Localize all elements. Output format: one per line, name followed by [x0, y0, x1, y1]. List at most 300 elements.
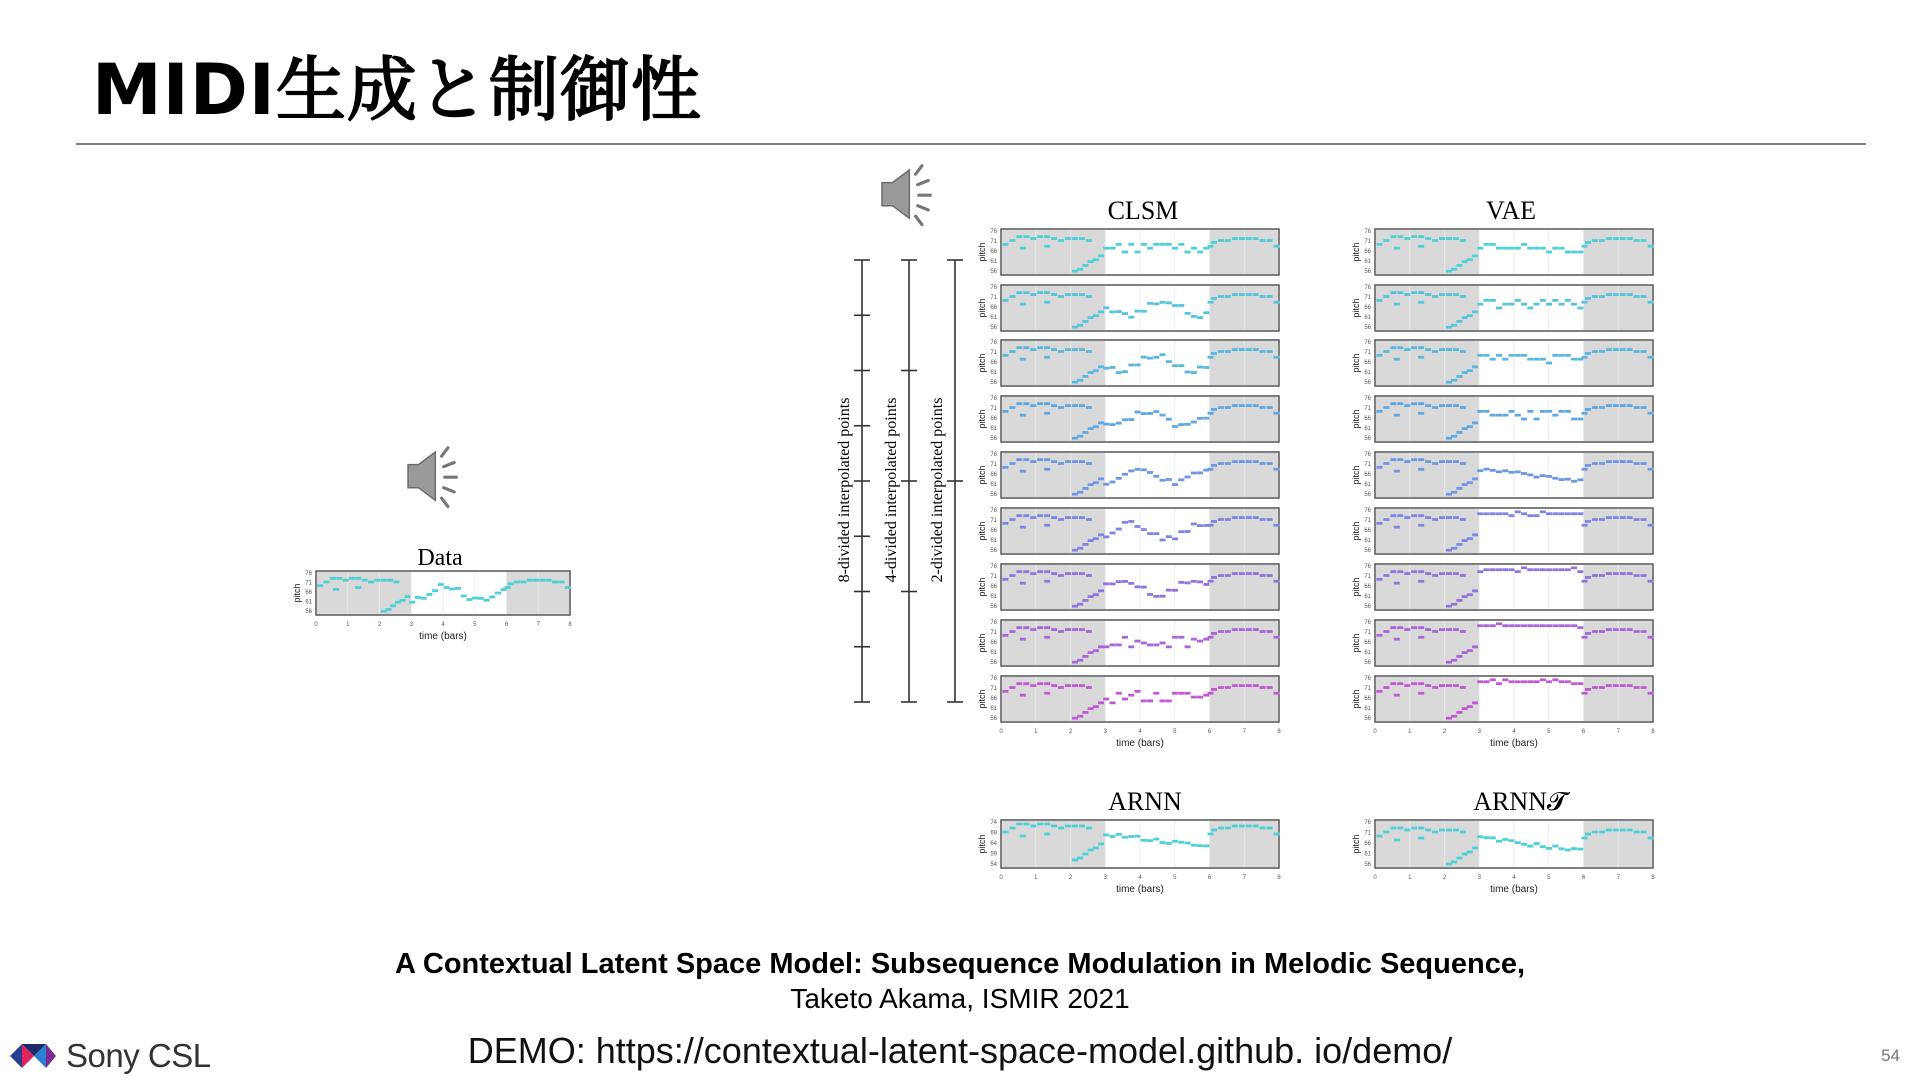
y-tick-label: 56 — [305, 609, 312, 615]
x-axis-label: time (bars) — [1116, 738, 1164, 749]
note — [1418, 514, 1424, 517]
note — [1246, 516, 1252, 519]
note — [1552, 845, 1558, 848]
y-axis-label: pitch — [1351, 834, 1361, 854]
note — [1425, 293, 1431, 296]
note — [1044, 291, 1050, 294]
note — [1267, 406, 1273, 409]
note — [1534, 418, 1540, 421]
note — [1467, 425, 1473, 428]
logo-text: Sony CSL — [66, 1037, 211, 1074]
note — [1521, 680, 1527, 683]
note — [1585, 408, 1591, 411]
note — [1088, 849, 1094, 852]
note — [1404, 516, 1410, 519]
note — [1451, 715, 1457, 718]
note — [1477, 680, 1483, 683]
page-number: 54 — [1881, 1046, 1900, 1065]
pianoroll-panel — [1351, 452, 1654, 498]
note — [1432, 686, 1438, 689]
note — [1559, 624, 1565, 627]
note — [390, 604, 396, 607]
note — [1565, 849, 1571, 852]
note — [1191, 638, 1197, 641]
note — [1128, 520, 1134, 523]
note — [1592, 831, 1598, 834]
note — [1211, 241, 1217, 244]
note — [1527, 474, 1533, 477]
note — [1582, 412, 1588, 415]
note — [1515, 354, 1521, 357]
note — [1122, 312, 1128, 315]
note — [1453, 829, 1459, 832]
note — [1467, 649, 1473, 652]
note — [1552, 624, 1558, 627]
pianoroll-panel — [1351, 285, 1654, 331]
note — [1521, 512, 1527, 515]
note — [1439, 237, 1445, 240]
note — [1627, 348, 1633, 351]
y-tick-label: 61 — [990, 482, 997, 488]
note — [1079, 348, 1085, 351]
note — [1477, 303, 1483, 306]
note — [1397, 626, 1403, 629]
note — [1446, 605, 1452, 608]
note — [1016, 458, 1022, 461]
note — [1394, 638, 1400, 641]
x-tick-label: 1 — [1408, 729, 1412, 735]
note — [1185, 312, 1191, 315]
note — [1116, 528, 1122, 531]
note — [1191, 523, 1197, 526]
note — [1467, 314, 1473, 317]
note — [1397, 235, 1403, 238]
note — [1527, 624, 1533, 627]
note — [1093, 593, 1099, 596]
note — [1065, 628, 1071, 631]
note — [1515, 841, 1521, 844]
note — [438, 583, 444, 586]
note — [1453, 516, 1459, 519]
x-tick-label: 7 — [1616, 729, 1620, 735]
note — [1128, 243, 1134, 246]
y-tick-label: 76 — [990, 396, 997, 402]
note — [1135, 640, 1141, 643]
note — [1135, 310, 1141, 313]
note — [1559, 410, 1565, 413]
note — [1546, 512, 1552, 515]
pianoroll-panel — [977, 452, 1280, 498]
note — [1527, 568, 1533, 571]
note — [1620, 404, 1626, 407]
note — [1122, 698, 1128, 701]
y-tick-label: 76 — [1364, 620, 1371, 626]
note — [1239, 628, 1245, 631]
note — [1582, 468, 1588, 471]
note — [1390, 626, 1396, 629]
y-tick-label: 76 — [1364, 396, 1371, 402]
note — [1446, 684, 1452, 687]
note — [1093, 481, 1099, 484]
note — [1051, 237, 1057, 240]
note — [1253, 293, 1259, 296]
note — [1116, 477, 1122, 480]
note — [1044, 636, 1050, 639]
note — [1397, 458, 1403, 461]
y-tick-label: 76 — [990, 229, 997, 235]
note — [1552, 512, 1558, 515]
note — [1160, 243, 1166, 246]
note — [1088, 371, 1094, 374]
pianoroll-panel — [977, 620, 1280, 666]
x-tick-label: 3 — [1477, 729, 1481, 735]
y-tick-label: 76 — [990, 620, 997, 626]
note — [1160, 301, 1166, 304]
note — [1044, 402, 1050, 405]
note — [1477, 410, 1483, 413]
note — [1446, 549, 1452, 552]
note — [1191, 472, 1197, 475]
note — [1565, 680, 1571, 683]
note — [1509, 680, 1515, 683]
y-tick-label: 66 — [990, 528, 997, 534]
note — [1030, 516, 1036, 519]
note — [1128, 645, 1134, 648]
note — [1515, 247, 1521, 250]
note — [1103, 833, 1109, 836]
note — [1571, 682, 1577, 685]
note — [1527, 247, 1533, 250]
note — [1404, 829, 1410, 832]
note — [1627, 404, 1633, 407]
note — [1418, 837, 1424, 840]
note — [1582, 301, 1588, 304]
note — [1432, 574, 1438, 577]
note — [1044, 682, 1050, 685]
note — [1394, 839, 1400, 842]
note — [1110, 423, 1116, 426]
note — [1077, 491, 1083, 494]
note — [1065, 516, 1071, 519]
note — [1178, 636, 1184, 639]
note — [1082, 853, 1088, 856]
note — [1599, 630, 1605, 633]
pianoroll-panel — [1351, 676, 1655, 749]
note — [1496, 470, 1502, 473]
y-tick-label: 76 — [1364, 452, 1371, 458]
pianoroll-panel — [977, 508, 1280, 554]
note — [1397, 402, 1403, 405]
note — [1376, 634, 1382, 637]
note — [1211, 297, 1217, 300]
y-tick-label: 61 — [990, 538, 997, 544]
note — [1509, 303, 1515, 306]
pianoroll-panel — [1351, 229, 1654, 275]
note — [1502, 358, 1508, 361]
note — [1009, 462, 1015, 465]
note — [1484, 836, 1490, 839]
note — [1191, 696, 1197, 699]
note — [1098, 421, 1104, 424]
note — [1599, 686, 1605, 689]
y-tick-label: 61 — [305, 599, 312, 606]
note — [1534, 842, 1540, 845]
note — [1496, 512, 1502, 515]
y-tick-label: 56 — [1364, 325, 1371, 331]
note — [1577, 478, 1583, 481]
note — [1540, 568, 1546, 571]
note — [1527, 514, 1533, 517]
note — [1274, 412, 1280, 415]
note — [400, 599, 406, 602]
y-tick-label: 56 — [990, 492, 997, 498]
note — [1178, 530, 1184, 533]
note — [1065, 460, 1071, 463]
note — [1582, 524, 1588, 527]
note — [1072, 270, 1078, 273]
note — [1432, 350, 1438, 353]
note — [1446, 437, 1452, 440]
note — [1103, 645, 1109, 648]
note — [1044, 833, 1050, 836]
y-tick-label: 56 — [990, 325, 997, 331]
note — [1462, 371, 1468, 374]
note — [1128, 470, 1134, 473]
note — [1072, 237, 1078, 240]
note — [1082, 320, 1088, 323]
note — [1641, 462, 1647, 465]
note — [1185, 842, 1191, 845]
y-tick-label: 61 — [990, 650, 997, 656]
note — [1446, 829, 1452, 832]
note — [1648, 692, 1654, 695]
note — [1185, 645, 1191, 648]
note — [1599, 518, 1605, 521]
note — [1613, 293, 1619, 296]
note — [1546, 410, 1552, 413]
note — [1411, 291, 1417, 294]
note — [1599, 239, 1605, 242]
note — [1030, 404, 1036, 407]
note — [1439, 404, 1445, 407]
note — [1592, 295, 1598, 298]
note — [1467, 258, 1473, 261]
note — [1160, 479, 1166, 482]
note — [1540, 299, 1546, 302]
note — [1484, 468, 1490, 471]
note — [1490, 568, 1496, 571]
note — [1559, 847, 1565, 850]
x-tick-label: 6 — [1581, 875, 1586, 881]
note — [1496, 568, 1502, 571]
y-tick-label: 56 — [990, 604, 997, 610]
note — [1098, 310, 1104, 313]
note — [1585, 576, 1591, 579]
note — [1253, 237, 1259, 240]
paper-authors: Taketo Akama, ISMIR 2021 — [790, 983, 1130, 1014]
y-tick-label: 76 — [1364, 229, 1371, 235]
note — [1009, 686, 1015, 689]
note — [1467, 593, 1473, 596]
note — [1128, 582, 1134, 585]
note — [1072, 661, 1078, 664]
note — [558, 581, 564, 584]
note — [1093, 847, 1099, 850]
note — [1020, 526, 1026, 529]
note — [1521, 354, 1527, 357]
note — [1634, 350, 1640, 353]
note — [1390, 570, 1396, 573]
note — [1460, 831, 1466, 834]
y-tick-label: 66 — [1364, 360, 1371, 366]
note — [1253, 404, 1259, 407]
note — [1023, 346, 1029, 349]
note — [1496, 622, 1502, 625]
note — [1648, 301, 1654, 304]
note — [1051, 684, 1057, 687]
note — [1030, 460, 1036, 463]
note — [1166, 842, 1172, 845]
note — [1390, 514, 1396, 517]
y-tick-label: 66 — [1364, 416, 1371, 422]
note — [1225, 686, 1231, 689]
note — [1077, 379, 1083, 382]
sony-csl-logo-icon — [10, 1039, 56, 1073]
y-axis-label: pitch — [1351, 577, 1361, 597]
note — [1546, 568, 1552, 571]
note — [1634, 574, 1640, 577]
note — [1002, 831, 1008, 834]
note — [1376, 466, 1382, 469]
y-tick-label: 56 — [1364, 548, 1371, 554]
note — [1472, 701, 1478, 704]
note — [432, 589, 438, 592]
note — [1397, 514, 1403, 517]
y-tick-label: 64 — [990, 841, 997, 847]
note — [1088, 707, 1094, 710]
note — [1509, 471, 1515, 474]
note — [1585, 352, 1591, 355]
y-tick-label: 66 — [1364, 584, 1371, 590]
note — [1093, 425, 1099, 428]
x-tick-label: 2 — [1068, 875, 1073, 881]
note — [1232, 460, 1238, 463]
note — [1079, 237, 1085, 240]
note — [1502, 838, 1508, 841]
x-tick-label: 7 — [536, 622, 540, 628]
note — [1521, 566, 1527, 569]
pianoroll-panel — [1351, 508, 1654, 554]
y-tick-label: 56 — [1364, 716, 1371, 722]
note — [1191, 371, 1197, 374]
note — [1160, 414, 1166, 417]
note — [1037, 514, 1043, 517]
note — [1020, 582, 1026, 585]
note — [1477, 570, 1483, 573]
speaker-wave — [916, 216, 922, 224]
y-tick-label: 71 — [990, 239, 997, 245]
note — [1203, 366, 1209, 369]
note — [1023, 570, 1029, 573]
note — [533, 579, 539, 582]
note — [1218, 350, 1224, 353]
note — [1072, 348, 1078, 351]
note — [1178, 304, 1184, 307]
note — [1634, 406, 1640, 409]
note — [1166, 360, 1172, 363]
speaker-wave — [918, 206, 929, 210]
note — [1160, 642, 1166, 645]
note — [1509, 354, 1515, 357]
y-tick-label: 59 — [990, 851, 997, 858]
note — [1418, 636, 1424, 639]
note — [1267, 827, 1273, 830]
x-axis-label: time (bars) — [1490, 738, 1538, 749]
note — [1502, 624, 1508, 627]
note — [1218, 518, 1224, 521]
note — [1274, 692, 1280, 695]
note — [1496, 840, 1502, 843]
note — [1086, 827, 1092, 830]
note — [1086, 295, 1092, 298]
arnnt-title: ARNN𝓣 — [1473, 787, 1567, 816]
speaker-icon[interactable] — [408, 448, 456, 507]
note — [1425, 572, 1431, 575]
note — [349, 577, 355, 580]
note — [1044, 823, 1050, 826]
x-tick-label: 7 — [1242, 875, 1246, 881]
y-tick-label: 71 — [990, 574, 997, 580]
note — [1082, 543, 1088, 546]
note — [1432, 630, 1438, 633]
speaker-icon[interactable] — [882, 166, 930, 225]
note — [1058, 462, 1064, 465]
note — [1246, 404, 1252, 407]
note — [1577, 307, 1583, 310]
note — [1585, 632, 1591, 635]
y-tick-label: 76 — [990, 564, 997, 570]
note — [1383, 518, 1389, 521]
note — [1197, 316, 1203, 319]
note — [1606, 293, 1612, 296]
y-tick-label: 61 — [1364, 594, 1371, 600]
y-axis-label: pitch — [977, 577, 987, 597]
note — [1082, 599, 1088, 602]
y-tick-label: 71 — [990, 630, 997, 636]
note — [1086, 462, 1092, 465]
note — [1490, 414, 1496, 417]
y-tick-label: 71 — [1364, 686, 1371, 692]
note — [1253, 460, 1259, 463]
data-title: Data — [417, 545, 463, 571]
x-tick-label: 4 — [441, 622, 445, 628]
note — [1116, 243, 1122, 246]
note — [1565, 568, 1571, 571]
note — [1383, 295, 1389, 298]
note — [1172, 537, 1178, 540]
note — [1211, 688, 1217, 691]
y-axis-label: pitch — [292, 583, 302, 603]
demo-link[interactable]: DEMO: https://contextual-latent-space-model.github. io/demo/ — [467, 1030, 1453, 1071]
note — [1135, 690, 1141, 693]
note — [1166, 301, 1172, 304]
note — [1439, 516, 1445, 519]
note — [1397, 291, 1403, 294]
note — [1540, 247, 1546, 250]
note — [1540, 678, 1546, 681]
note — [1253, 628, 1259, 631]
y-tick-label: 66 — [1364, 305, 1371, 311]
